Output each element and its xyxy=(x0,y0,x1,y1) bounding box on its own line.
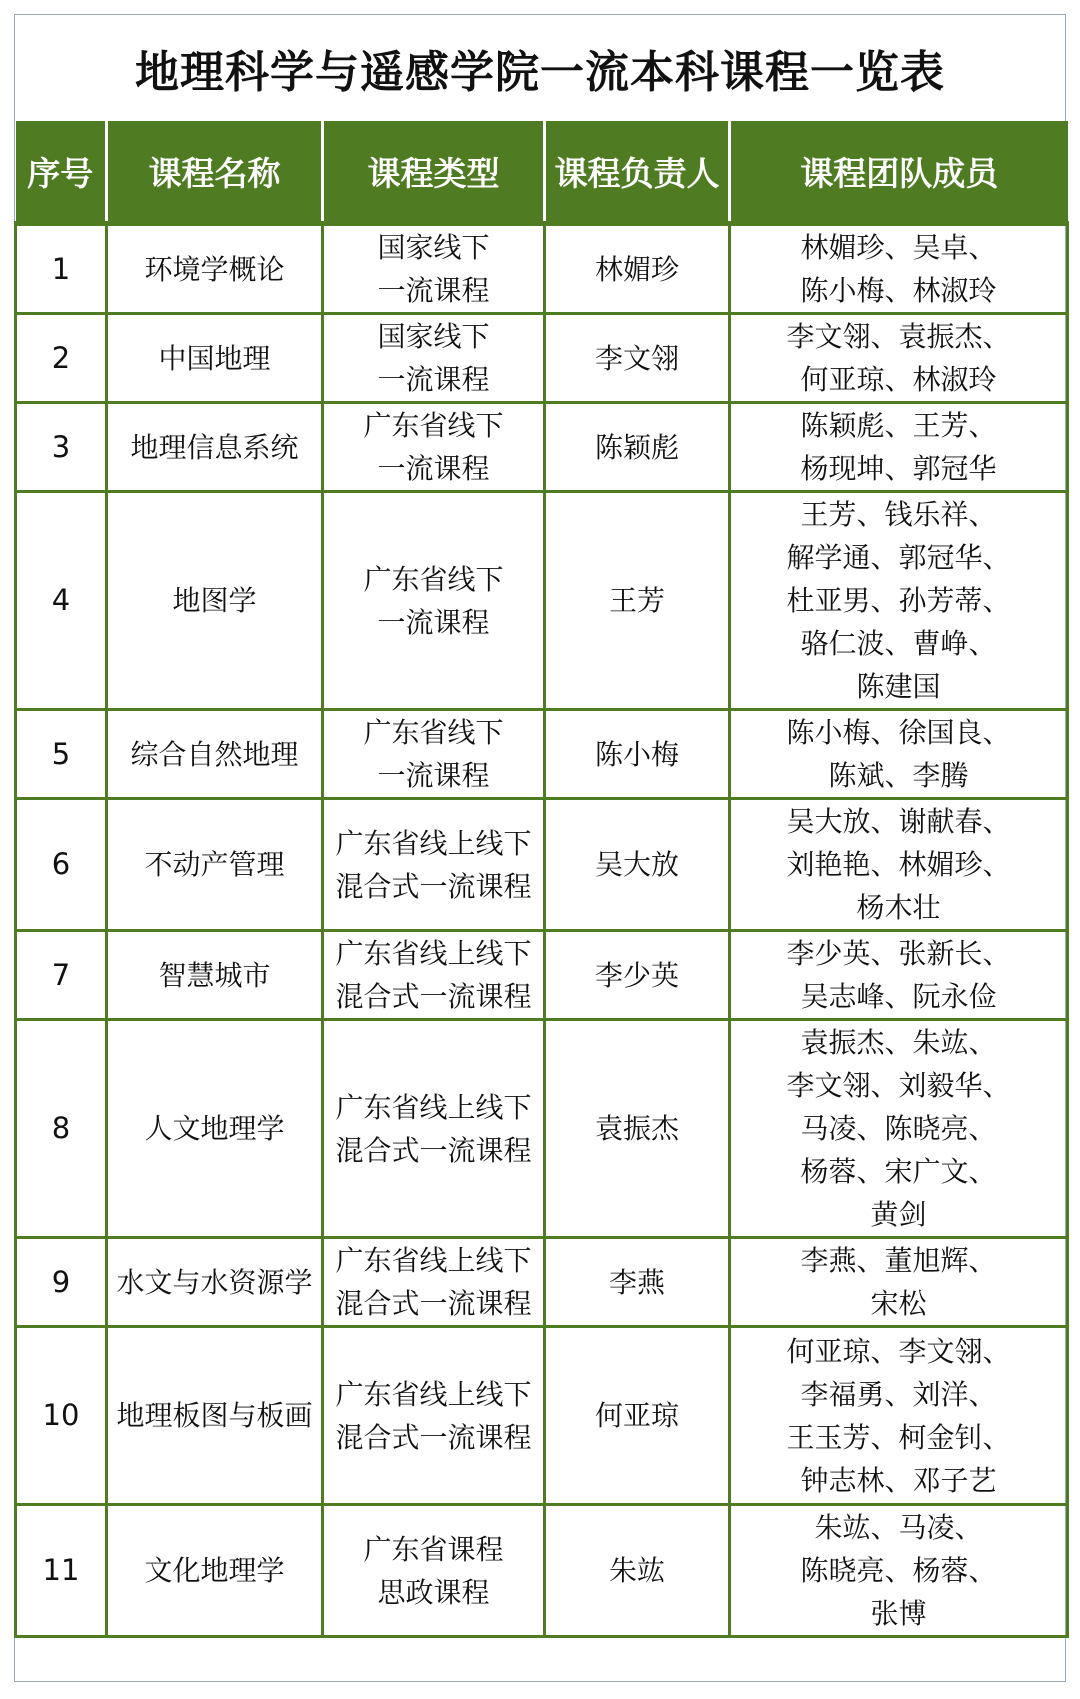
team-members-cell-line: 陈小梅、徐国良、 xyxy=(786,716,1011,749)
course-type-cell-line: 广东省线上线下 xyxy=(335,1244,532,1277)
table-row xyxy=(16,799,1068,931)
serial-number-cell: 8 xyxy=(16,1020,107,1238)
table-row xyxy=(16,1505,1068,1637)
team-members-cell-line: 李少英、张新长、 xyxy=(786,937,1011,970)
team-members-cell xyxy=(730,1238,1068,1327)
serial-number-cell: 5 xyxy=(16,710,107,799)
team-members-cell-line: 张博 xyxy=(870,1597,927,1630)
page-title: 地理科学与遥感学院一流本科课程一览表 xyxy=(135,47,945,98)
course-name-cell: 综合自然地理 xyxy=(107,710,323,799)
team-members-cell-line: 刘艳艳、林媚珍、 xyxy=(786,848,1011,881)
course-type-cell xyxy=(323,314,545,403)
course-type-cell-line: 国家线下 xyxy=(377,231,490,264)
serial-number-cell: 2 xyxy=(16,314,107,403)
course-list-sheet xyxy=(14,14,1066,1682)
serial-number-cell: 7 xyxy=(16,931,107,1020)
team-members-cell-line: 李燕、董旭辉、 xyxy=(800,1244,997,1277)
table-row xyxy=(16,314,1068,403)
team-members-cell-line: 杨木壮 xyxy=(856,891,941,924)
course-type-cell xyxy=(323,224,545,314)
course-leader-cell: 陈小梅 xyxy=(545,710,730,799)
serial-number-cell: 9 xyxy=(16,1238,107,1327)
course-name-cell: 水文与水资源学 xyxy=(107,1238,323,1327)
course-type-cell-line: 一流课程 xyxy=(377,605,490,639)
header-course-name: 课程名称 xyxy=(107,121,323,224)
course-leader-cell: 何亚琼 xyxy=(545,1327,730,1505)
team-members-cell-line: 陈小梅、林淑玲 xyxy=(800,274,997,307)
serial-number-cell: 4 xyxy=(16,492,107,710)
table-row xyxy=(16,403,1068,492)
team-members-cell xyxy=(730,1505,1068,1637)
team-members-cell-line: 何亚琼、李文翎、 xyxy=(786,1334,1011,1368)
course-type-cell xyxy=(323,1020,545,1238)
course-leader-cell: 李少英 xyxy=(545,931,730,1020)
team-members-cell-line: 朱竑、马凌、 xyxy=(814,1511,983,1544)
course-type-cell-line: 混合式一流课程 xyxy=(335,869,532,903)
table-row xyxy=(16,1238,1068,1327)
course-type-cell-line: 混合式一流课程 xyxy=(335,980,532,1013)
team-members-cell-line: 林媚珍、吴卓、 xyxy=(800,231,997,264)
course-type-cell xyxy=(323,1238,545,1327)
course-name-cell: 人文地理学 xyxy=(107,1020,323,1238)
course-leader-cell: 林媚珍 xyxy=(545,224,730,314)
course-type-cell-line: 广东省线上线下 xyxy=(335,826,532,860)
table-row xyxy=(16,1020,1068,1238)
team-members-cell xyxy=(730,1020,1068,1238)
course-leader-cell: 李文翎 xyxy=(545,314,730,403)
serial-number-cell: 11 xyxy=(16,1505,107,1637)
team-members-cell xyxy=(730,931,1068,1020)
team-members-cell-line: 陈建国 xyxy=(856,670,941,703)
course-type-cell xyxy=(323,710,545,799)
team-members-cell-line: 王玉芳、柯金钊、 xyxy=(786,1420,1011,1454)
table-row xyxy=(16,1327,1068,1505)
course-name-cell: 地理信息系统 xyxy=(107,403,323,492)
team-members-cell-line: 袁振杰、朱竑、 xyxy=(800,1026,997,1059)
course-leader-cell: 王芳 xyxy=(545,492,730,710)
team-members-cell-line: 解学通、郭冠华、 xyxy=(786,541,1011,574)
course-name-cell: 地图学 xyxy=(107,492,323,710)
team-members-cell-line: 李福勇、刘洋、 xyxy=(800,1377,997,1411)
team-members-cell-line: 李文翎、袁振杰、 xyxy=(786,320,1011,353)
table-header-row xyxy=(16,121,1068,224)
course-type-cell-line: 广东省线上线下 xyxy=(335,1377,532,1411)
course-leader-cell: 陈颖彪 xyxy=(545,403,730,492)
team-members-cell-line: 王芳、钱乐祥、 xyxy=(800,498,997,531)
course-type-cell xyxy=(323,799,545,931)
course-type-cell xyxy=(323,492,545,710)
team-members-cell xyxy=(730,314,1068,403)
course-type-cell-line: 一流课程 xyxy=(377,363,490,396)
team-members-cell-line: 陈晓亮、杨蓉、 xyxy=(800,1554,997,1587)
serial-number-cell: 1 xyxy=(16,224,107,314)
course-type-cell-line: 一流课程 xyxy=(377,759,490,792)
course-name-cell: 环境学概论 xyxy=(107,224,323,314)
team-members-cell-line: 李文翎、刘毅华、 xyxy=(786,1069,1011,1102)
course-type-cell-line: 混合式一流课程 xyxy=(335,1133,532,1167)
table-row xyxy=(16,224,1068,314)
header-course-leader: 课程负责人 xyxy=(545,121,730,224)
course-type-cell xyxy=(323,403,545,492)
course-type-cell-line: 国家线下 xyxy=(377,320,490,353)
course-type-cell-line: 广东省课程 xyxy=(363,1532,504,1566)
team-members-cell-line: 黄剑 xyxy=(870,1198,927,1231)
table-row xyxy=(16,710,1068,799)
course-type-cell-line: 混合式一流课程 xyxy=(335,1287,532,1320)
header-serial: 序号 xyxy=(16,121,107,224)
course-type-cell-line: 混合式一流课程 xyxy=(335,1420,532,1454)
course-type-cell-line: 广东省线上线下 xyxy=(335,937,532,970)
serial-number-cell: 10 xyxy=(16,1327,107,1505)
course-leader-cell: 李燕 xyxy=(545,1238,730,1327)
team-members-cell-line: 骆仁波、曹峥、 xyxy=(800,627,997,660)
team-members-cell-line: 马凌、陈晓亮、 xyxy=(800,1112,997,1145)
team-members-cell-line: 何亚琼、林淑玲 xyxy=(800,363,997,396)
team-members-cell xyxy=(730,1327,1068,1505)
course-leader-cell: 朱竑 xyxy=(545,1505,730,1637)
team-members-cell-line: 杜亚男、孙芳蒂、 xyxy=(786,584,1011,617)
course-type-cell-line: 一流课程 xyxy=(377,452,490,485)
team-members-cell-line: 杨现坤、郭冠华 xyxy=(800,452,997,485)
table-row xyxy=(16,492,1068,710)
course-type-cell-line: 广东省线下 xyxy=(363,716,504,749)
serial-number-cell: 3 xyxy=(16,403,107,492)
course-name-cell: 文化地理学 xyxy=(107,1505,323,1637)
team-members-cell xyxy=(730,403,1068,492)
team-members-cell-line: 陈颖彪、王芳、 xyxy=(800,409,997,442)
course-type-cell xyxy=(323,1327,545,1505)
course-name-cell: 智慧城市 xyxy=(107,931,323,1020)
course-type-cell-line: 广东省线上线下 xyxy=(335,1090,532,1124)
team-members-cell xyxy=(730,710,1068,799)
team-members-cell-line: 陈斌、李腾 xyxy=(828,759,969,792)
team-members-cell xyxy=(730,492,1068,710)
course-type-cell xyxy=(323,1505,545,1637)
course-table xyxy=(14,121,1069,1638)
header-course-type: 课程类型 xyxy=(323,121,545,224)
course-type-cell xyxy=(323,931,545,1020)
team-members-cell xyxy=(730,224,1068,314)
table-row xyxy=(16,931,1068,1020)
team-members-cell-line: 吴大放、谢献春、 xyxy=(786,805,1011,838)
course-leader-cell: 袁振杰 xyxy=(545,1020,730,1238)
course-type-cell-line: 广东省线下 xyxy=(363,562,504,596)
course-type-cell-line: 一流课程 xyxy=(377,274,490,307)
team-members-cell-line: 宋松 xyxy=(870,1287,927,1320)
team-members-cell-line: 吴志峰、阮永俭 xyxy=(800,980,997,1013)
course-leader-cell: 吴大放 xyxy=(545,799,730,931)
serial-number-cell: 6 xyxy=(16,799,107,931)
course-name-cell: 地理板图与板画 xyxy=(107,1327,323,1505)
header-team-members: 课程团队成员 xyxy=(730,121,1068,224)
team-members-cell xyxy=(730,799,1068,931)
course-name-cell: 中国地理 xyxy=(107,314,323,403)
team-members-cell-line: 钟志林、邓子艺 xyxy=(800,1463,997,1497)
team-members-cell-line: 杨蓉、宋广文、 xyxy=(800,1155,997,1188)
course-name-cell: 不动产管理 xyxy=(107,799,323,931)
course-type-cell-line: 广东省线下 xyxy=(363,409,504,442)
course-type-cell-line: 思政课程 xyxy=(377,1575,490,1609)
